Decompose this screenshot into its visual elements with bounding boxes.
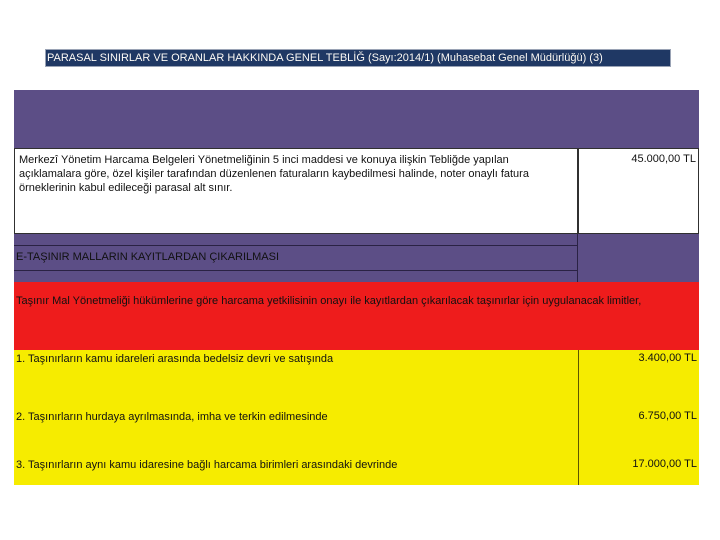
table-row: 1. Taşınırların kamu idareleri arasında bedelsiz devri ve satışında xyxy=(16,353,334,365)
row-amount: 17.000,00 TL xyxy=(632,458,697,470)
document-title: PARASAL SINIRLAR VE ORANLAR HAKKINDA GENEL TEBLİĞ (Sayı:2014/1) (Muhasebat Genel Müdürlüğü) (3) xyxy=(47,52,603,64)
merkezi-description-cell xyxy=(14,148,578,234)
intro-text: Taşınır Mal Yönetmeliği hükümlerine göre harcama yetkilisinin onayı ile kayıtlardan çıkarılacak taşınırlar için uygulanacak limitler, xyxy=(16,295,642,307)
table-row: 3. Taşınırların aynı kamu idaresine bağlı harcama birimleri arasındaki devrinde xyxy=(16,459,398,471)
section-e-title: E-TAŞINIR MALLARIN KAYITLARDAN ÇIKARILMASI xyxy=(16,251,280,263)
row-amount: 3.400,00 TL xyxy=(638,352,697,364)
section-e-line-top xyxy=(14,245,578,246)
merkezi-amount-cell xyxy=(578,148,699,234)
section-e-line-bottom xyxy=(14,270,578,271)
merkezi-description: Merkezî Yönetim Harcama Belgeleri Yönetmeliğinin 5 inci maddesi ve konuya ilişkin Tebliğde yapılan açıklamalara göre, özel kişiler tarafından düzenlenen faturaların kaybedilmesi halinde, noter onaylı fatura örneklerinin kabul edileceği parasal alt sınır. xyxy=(19,154,529,194)
merkezi-amount: 45.000,00 TL xyxy=(631,153,696,165)
yellow-band-divider xyxy=(578,350,579,485)
table-row: 2. Taşınırların hurdaya ayrılmasında, imha ve terkin edilmesinde xyxy=(16,411,328,423)
row-amount: 6.750,00 TL xyxy=(638,410,697,422)
section-e-divider xyxy=(577,234,578,282)
red-band-intro xyxy=(14,282,699,350)
purple-band-top xyxy=(14,90,699,148)
